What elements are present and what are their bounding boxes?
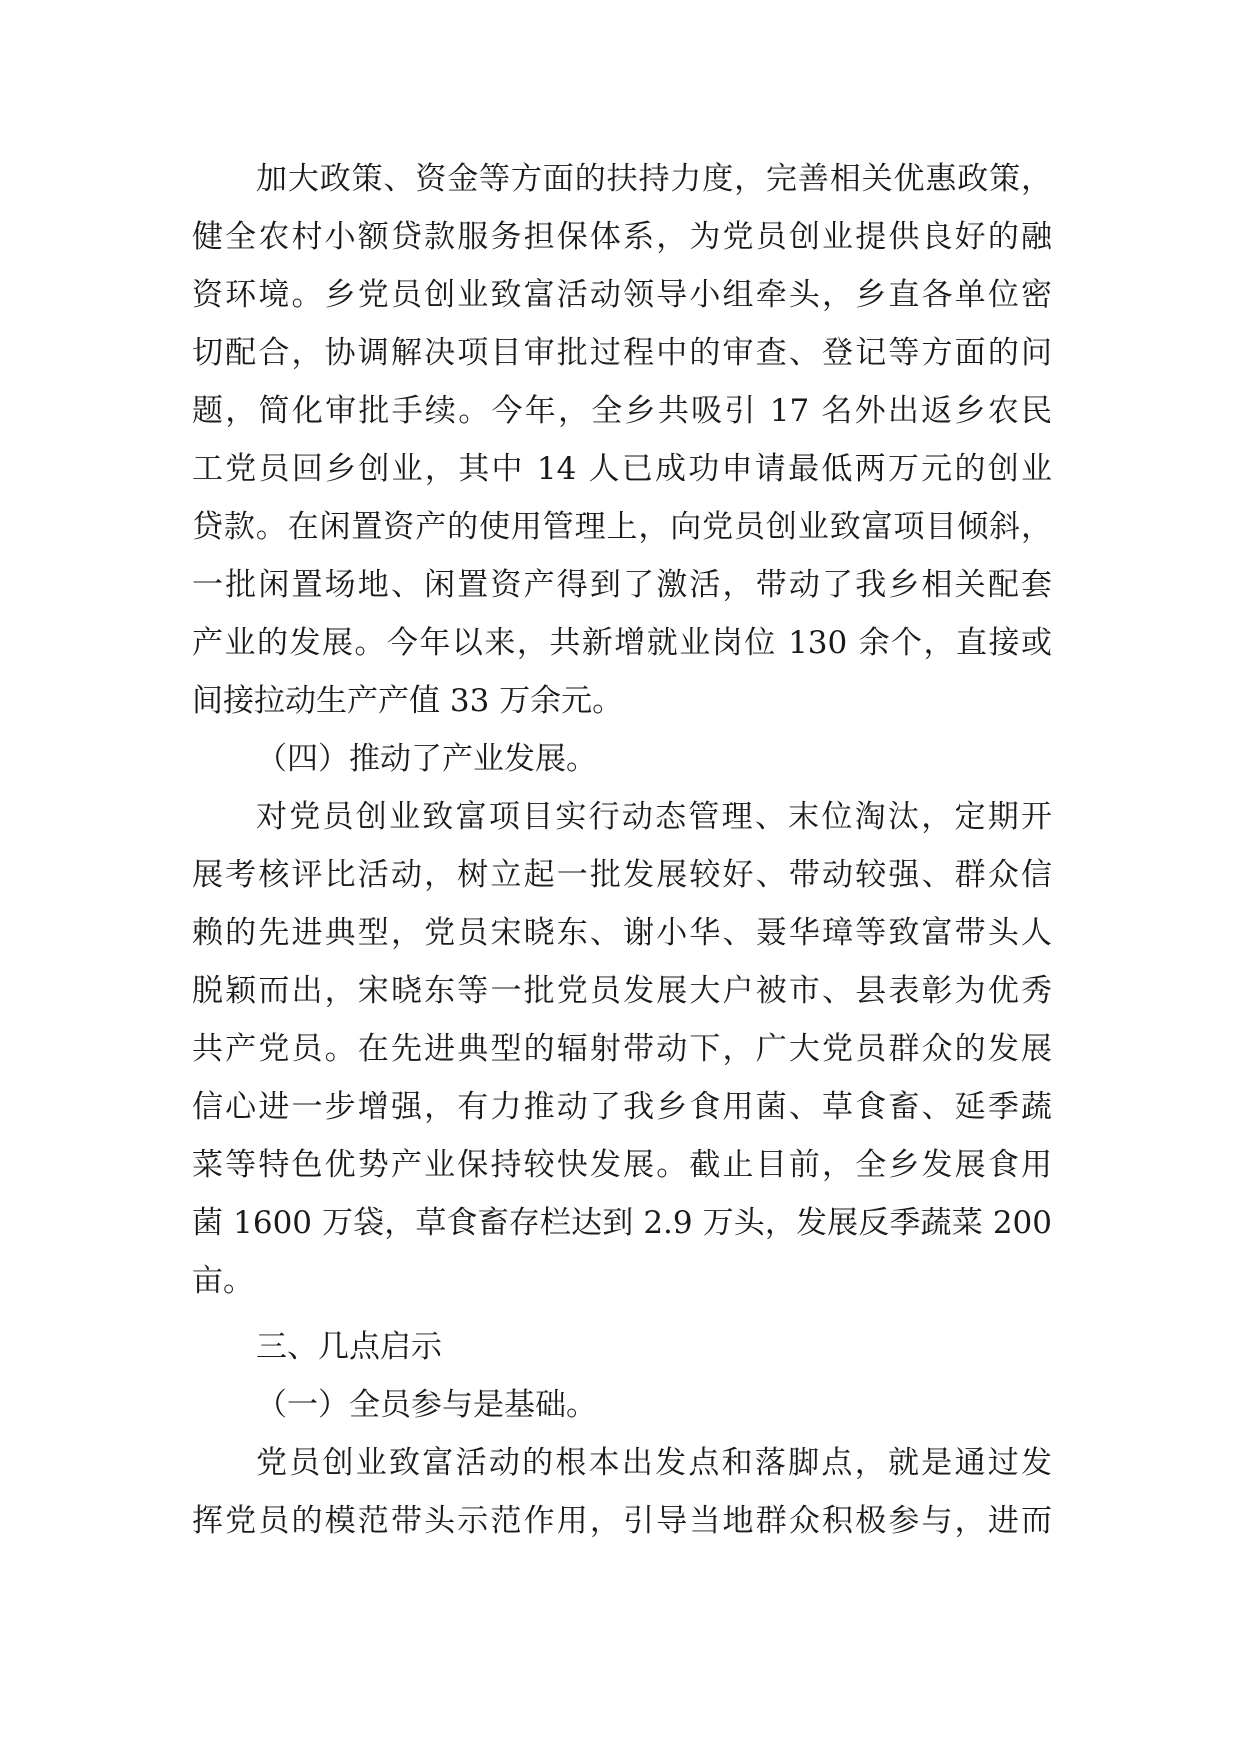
text-line: 加大政策、资金等方面的扶持力度，完善相关优惠政策， (256, 161, 1052, 197)
subsection-heading-1 (192, 1376, 1052, 1434)
text-line: 切配合，协调解决项目审批过程中的审查、登记等方面的问 (192, 335, 1052, 371)
text-line: 共产党员。在先进典型的辐射带动下，广大党员群众的发展 (192, 1031, 1052, 1067)
text-line: 贷款。在闲置资产的使用管理上，向党员创业致富项目倾斜， (192, 509, 1052, 545)
heading-text: （一）全员参与是基础。 (256, 1387, 597, 1423)
text-line: 脱颖而出，宋晓东等一批党员发展大户被市、县表彰为优秀 (192, 973, 1052, 1009)
text-line: 赖的先进典型，党员宋晓东、谢小华、聂华璋等致富带头人 (192, 915, 1052, 951)
paragraph-participation (192, 1434, 1052, 1550)
text-line: 一批闲置场地、闲置资产得到了激活，带动了我乡相关配套 (192, 567, 1052, 603)
heading-text: 三、几点启示 (256, 1329, 442, 1365)
text-line: 挥党员的模范带头示范作用，引导当地群众积极参与，进而 (192, 1503, 1052, 1539)
text-line: 亩。 (192, 1263, 254, 1299)
text-line: 对党员创业致富项目实行动态管理、末位淘汰，定期开 (256, 799, 1052, 835)
text-line: 产业的发展。今年以来，共新增就业岗位 130 余个，直接或 (192, 625, 1052, 661)
heading-text: （四）推动了产业发展。 (256, 741, 597, 777)
section-heading-4 (192, 730, 1052, 788)
text-line: 工党员回乡创业，其中 14 人已成功申请最低两万元的创业 (192, 451, 1052, 487)
text-line: 菌 1600 万袋，草食畜存栏达到 2.9 万头，发展反季蔬菜 200 (192, 1205, 1052, 1241)
paragraph-industry (192, 788, 1052, 1310)
text-line: 间接拉动生产产值 33 万余元。 (192, 683, 624, 719)
text-line: 党员创业致富活动的根本出发点和落脚点，就是通过发 (256, 1445, 1052, 1481)
text-line: 信心进一步增强，有力推动了我乡食用菌、草食畜、延季蔬 (192, 1089, 1052, 1125)
paragraph-financing (192, 150, 1052, 730)
text-line: 展考核评比活动，树立起一批发展较好、带动较强、群众信 (192, 857, 1052, 893)
text-line: 健全农村小额贷款服务担保体系，为党员创业提供良好的融 (192, 219, 1052, 255)
text-line: 资环境。乡党员创业致富活动领导小组牵头，乡直各单位密 (192, 277, 1052, 313)
section-heading-3 (192, 1318, 1052, 1376)
document-page (192, 150, 1052, 1550)
text-line: 菜等特色优势产业保持较快发展。截止目前，全乡发展食用 (192, 1147, 1052, 1183)
text-line: 题，简化审批手续。今年，全乡共吸引 17 名外出返乡农民 (192, 393, 1052, 429)
